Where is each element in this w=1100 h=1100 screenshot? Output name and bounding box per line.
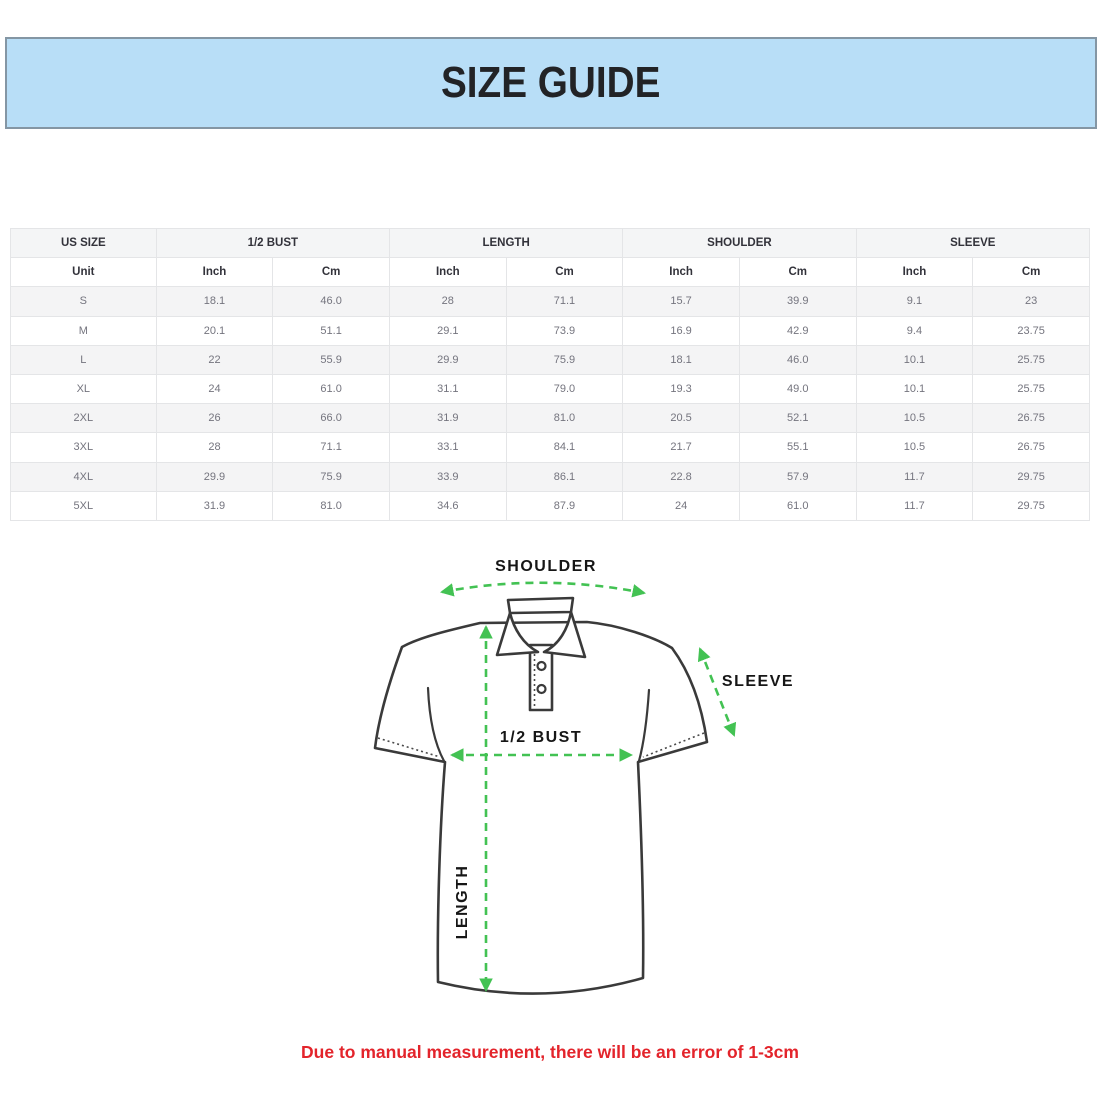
measurement-cell: 29.1 bbox=[389, 316, 506, 345]
size-table bbox=[10, 228, 1090, 521]
measurement-cell: 31.9 bbox=[156, 491, 273, 520]
measurement-cell: 25.75 bbox=[973, 374, 1090, 403]
table-group-header-row bbox=[11, 229, 1090, 258]
measurement-cell: 52.1 bbox=[739, 404, 856, 433]
group-header-cell: 1/2 BUST bbox=[156, 229, 389, 258]
table-row bbox=[11, 374, 1090, 403]
page-title: SIZE GUIDE bbox=[441, 58, 661, 107]
unit-header-cell: Inch bbox=[156, 258, 273, 287]
measurement-cell: 55.9 bbox=[273, 345, 390, 374]
table-row bbox=[11, 462, 1090, 491]
measurement-cell: 20.1 bbox=[156, 316, 273, 345]
measurement-cell: 39.9 bbox=[739, 287, 856, 316]
table-row bbox=[11, 404, 1090, 433]
measurement-cell: 42.9 bbox=[739, 316, 856, 345]
measurement-cell: 23.75 bbox=[973, 316, 1090, 345]
group-header-cell: SHOULDER bbox=[623, 229, 856, 258]
measurement-cell: 49.0 bbox=[739, 374, 856, 403]
size-cell: L bbox=[11, 345, 157, 374]
size-cell: 4XL bbox=[11, 462, 157, 491]
size-guide-banner bbox=[5, 37, 1097, 129]
table-row bbox=[11, 345, 1090, 374]
group-header-cell: US SIZE bbox=[11, 229, 157, 258]
measurement-cell: 23 bbox=[973, 287, 1090, 316]
measurement-cell: 33.9 bbox=[389, 462, 506, 491]
unit-header-cell: Unit bbox=[11, 258, 157, 287]
table-unit-row bbox=[11, 258, 1090, 287]
measurement-cell: 33.1 bbox=[389, 433, 506, 462]
measurement-cell: 19.3 bbox=[623, 374, 740, 403]
measurement-error-note: Due to manual measurement, there will be an error of 1-3cm bbox=[301, 1042, 799, 1062]
size-cell: S bbox=[11, 287, 157, 316]
measurement-cell: 10.1 bbox=[856, 374, 973, 403]
table-row bbox=[11, 316, 1090, 345]
measurement-cell: 29.75 bbox=[973, 462, 1090, 491]
group-header-cell: LENGTH bbox=[389, 229, 622, 258]
measurement-cell: 9.1 bbox=[856, 287, 973, 316]
measurement-cell: 29.9 bbox=[156, 462, 273, 491]
measurement-cell: 75.9 bbox=[273, 462, 390, 491]
measurement-cell: 25.75 bbox=[973, 345, 1090, 374]
measurement-cell: 84.1 bbox=[506, 433, 623, 462]
measurement-cell: 22 bbox=[156, 345, 273, 374]
measurement-cell: 26 bbox=[156, 404, 273, 433]
measurement-cell: 18.1 bbox=[623, 345, 740, 374]
measurement-cell: 81.0 bbox=[273, 491, 390, 520]
measurement-cell: 66.0 bbox=[273, 404, 390, 433]
table-head bbox=[11, 229, 1090, 287]
unit-header-cell: Inch bbox=[623, 258, 740, 287]
bust-label: 1/2 BUST bbox=[499, 729, 583, 746]
measurement-cell: 71.1 bbox=[273, 433, 390, 462]
size-cell: 5XL bbox=[11, 491, 157, 520]
measurement-cell: 51.1 bbox=[273, 316, 390, 345]
table-row bbox=[11, 433, 1090, 462]
measurement-cell: 75.9 bbox=[506, 345, 623, 374]
size-cell: 2XL bbox=[11, 404, 157, 433]
length-label: LENGTH bbox=[454, 864, 471, 940]
measurement-cell: 55.1 bbox=[739, 433, 856, 462]
group-header-cell: SLEEVE bbox=[856, 229, 1089, 258]
measurement-cell: 28 bbox=[156, 433, 273, 462]
table-row bbox=[11, 287, 1090, 316]
measurement-cell: 11.7 bbox=[856, 462, 973, 491]
size-cell: M bbox=[11, 316, 157, 345]
sleeve-arrow bbox=[700, 649, 734, 735]
measurement-cell: 86.1 bbox=[506, 462, 623, 491]
unit-header-cell: Cm bbox=[739, 258, 856, 287]
size-cell: XL bbox=[11, 374, 157, 403]
measurement-cell: 22.8 bbox=[623, 462, 740, 491]
measurement-cell: 73.9 bbox=[506, 316, 623, 345]
measurement-cell: 61.0 bbox=[739, 491, 856, 520]
shoulder-arrow bbox=[442, 583, 644, 593]
measurement-cell: 61.0 bbox=[273, 374, 390, 403]
measurement-cell: 10.5 bbox=[856, 433, 973, 462]
table-row bbox=[11, 491, 1090, 520]
shoulder-label: SHOULDER bbox=[495, 558, 597, 575]
unit-header-cell: Cm bbox=[273, 258, 390, 287]
measurement-cell: 46.0 bbox=[739, 345, 856, 374]
measurement-cell: 21.7 bbox=[623, 433, 740, 462]
measurement-cell: 16.9 bbox=[623, 316, 740, 345]
measurement-cell: 10.1 bbox=[856, 345, 973, 374]
measurement-cell: 10.5 bbox=[856, 404, 973, 433]
measurement-cell: 87.9 bbox=[506, 491, 623, 520]
measurement-cell: 24 bbox=[156, 374, 273, 403]
measurement-cell: 31.1 bbox=[389, 374, 506, 403]
sleeve-label: SLEEVE bbox=[721, 673, 795, 690]
measurement-cell: 29.75 bbox=[973, 491, 1090, 520]
measurement-cell: 24 bbox=[623, 491, 740, 520]
measurement-cell: 20.5 bbox=[623, 404, 740, 433]
size-cell: 3XL bbox=[11, 433, 157, 462]
measurement-cell: 34.6 bbox=[389, 491, 506, 520]
collar-band bbox=[508, 598, 573, 613]
table-body bbox=[11, 287, 1090, 521]
measurement-cell: 71.1 bbox=[506, 287, 623, 316]
measurement-cell: 29.9 bbox=[389, 345, 506, 374]
measurement-cell: 31.9 bbox=[389, 404, 506, 433]
unit-header-cell: Cm bbox=[506, 258, 623, 287]
measurement-cell: 46.0 bbox=[273, 287, 390, 316]
measurement-cell: 18.1 bbox=[156, 287, 273, 316]
unit-header-cell: Cm bbox=[973, 258, 1090, 287]
unit-header-cell: Inch bbox=[389, 258, 506, 287]
measurement-cell: 79.0 bbox=[506, 374, 623, 403]
placket bbox=[530, 645, 552, 710]
measurement-cell: 81.0 bbox=[506, 404, 623, 433]
measurement-cell: 15.7 bbox=[623, 287, 740, 316]
measurement-cell: 26.75 bbox=[973, 433, 1090, 462]
measurement-cell: 11.7 bbox=[856, 491, 973, 520]
measurement-cell: 26.75 bbox=[973, 404, 1090, 433]
measurement-cell: 28 bbox=[389, 287, 506, 316]
measurement-cell: 9.4 bbox=[856, 316, 973, 345]
unit-header-cell: Inch bbox=[856, 258, 973, 287]
measurement-cell: 57.9 bbox=[739, 462, 856, 491]
shirt-measurement-diagram bbox=[370, 545, 820, 1030]
